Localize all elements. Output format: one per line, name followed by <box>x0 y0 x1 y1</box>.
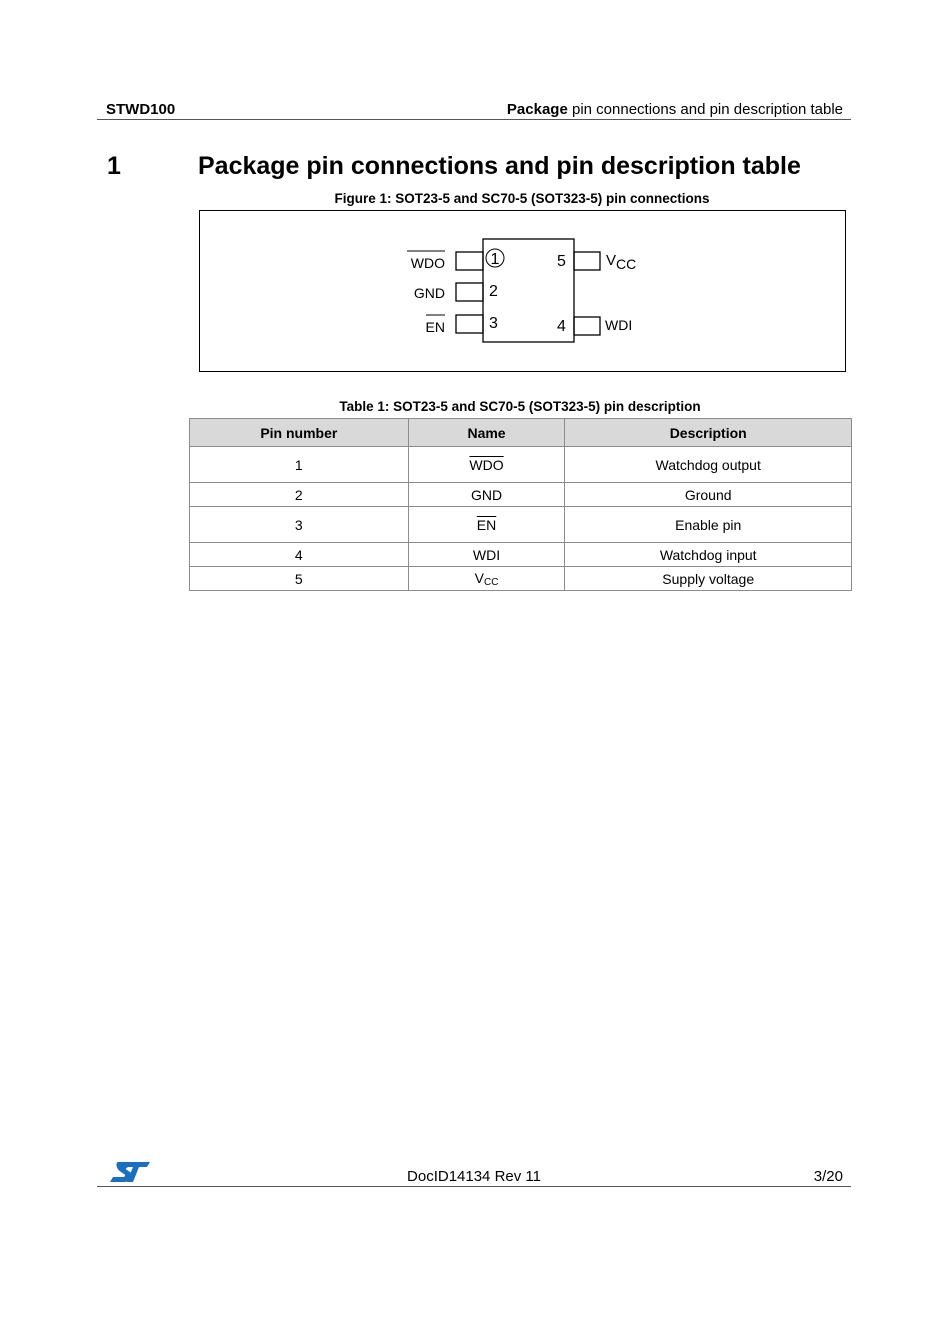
pin-label-vcc <box>606 252 636 272</box>
pin-label-en: EN <box>425 319 445 335</box>
name-main: V <box>474 569 484 586</box>
section-number: 1 <box>107 152 121 180</box>
pin-1-stub <box>456 252 483 270</box>
pin-number-4: 4 <box>557 318 566 335</box>
table-row <box>190 447 852 483</box>
table-caption: Table 1: SOT23-5 and SC70-5 (SOT323-5) pin description <box>339 399 701 414</box>
name-text: $\overline{EN}$ <box>476 516 497 533</box>
pin-diagram <box>200 211 845 371</box>
cell-name <box>408 567 565 591</box>
header-description: Description <box>565 419 852 447</box>
cell-description: Ground <box>565 483 852 507</box>
pin-5-stub <box>574 252 600 270</box>
cell-pin: 2 <box>190 483 409 507</box>
pin-label-gnd: GND <box>413 285 445 301</box>
cell-pin: 1 <box>190 447 409 483</box>
vcc-sub: CC <box>616 256 637 272</box>
cell-name <box>408 447 565 483</box>
table-row <box>190 567 852 591</box>
cell-pin: 5 <box>190 567 409 591</box>
pin-4-stub <box>574 317 600 335</box>
pin-number-2: 2 <box>489 283 498 300</box>
name-sub: CC <box>483 576 499 588</box>
cell-pin: 3 <box>190 507 409 543</box>
cell-description: Watchdog output <box>565 447 852 483</box>
pin-number-5: 5 <box>557 253 566 270</box>
pin-3-stub <box>456 315 483 333</box>
table-header-row <box>190 419 852 447</box>
figure-caption: Figure 1: SOT23-5 and SC70-5 (SOT323-5) pin connections <box>334 191 710 206</box>
product-name: STWD100 <box>106 101 176 118</box>
name-text: $\overline{WDO}$ <box>469 456 504 473</box>
running-section-bold: Package <box>506 101 568 118</box>
table-row <box>190 483 852 507</box>
running-section-title <box>507 101 843 118</box>
cell-name <box>408 507 565 543</box>
cell-description: Watchdog input <box>565 543 852 567</box>
pin-label-wdo: WDO <box>410 255 445 271</box>
doc-id: DocID14134 Rev 11 <box>407 1168 541 1185</box>
page-number: 3/20 <box>813 1168 843 1185</box>
pin-label-wdi: WDI <box>605 317 633 333</box>
cell-name: GND <box>408 483 565 507</box>
pin-diagram-figure <box>199 210 846 372</box>
cell-pin: 4 <box>190 543 409 567</box>
cell-description: Enable pin <box>565 507 852 543</box>
cell-description: Supply voltage <box>565 567 852 591</box>
page-header <box>97 101 851 120</box>
page-footer <box>97 1168 851 1187</box>
header-pin-number: Pin number <box>190 419 409 447</box>
vcc-main: V <box>606 252 617 269</box>
table-row <box>190 507 852 543</box>
running-section-rest: pin connections and pin description table <box>567 101 843 118</box>
pin-number-3: 3 <box>489 315 498 332</box>
section-title: Package pin connections and pin description table <box>198 152 801 180</box>
pin-description-table <box>189 418 852 591</box>
cell-name: WDI <box>408 543 565 567</box>
header-name: Name <box>408 419 565 447</box>
table-row <box>190 543 852 567</box>
pin-number-1: 1 <box>490 251 500 268</box>
pin-2-stub <box>456 283 483 301</box>
